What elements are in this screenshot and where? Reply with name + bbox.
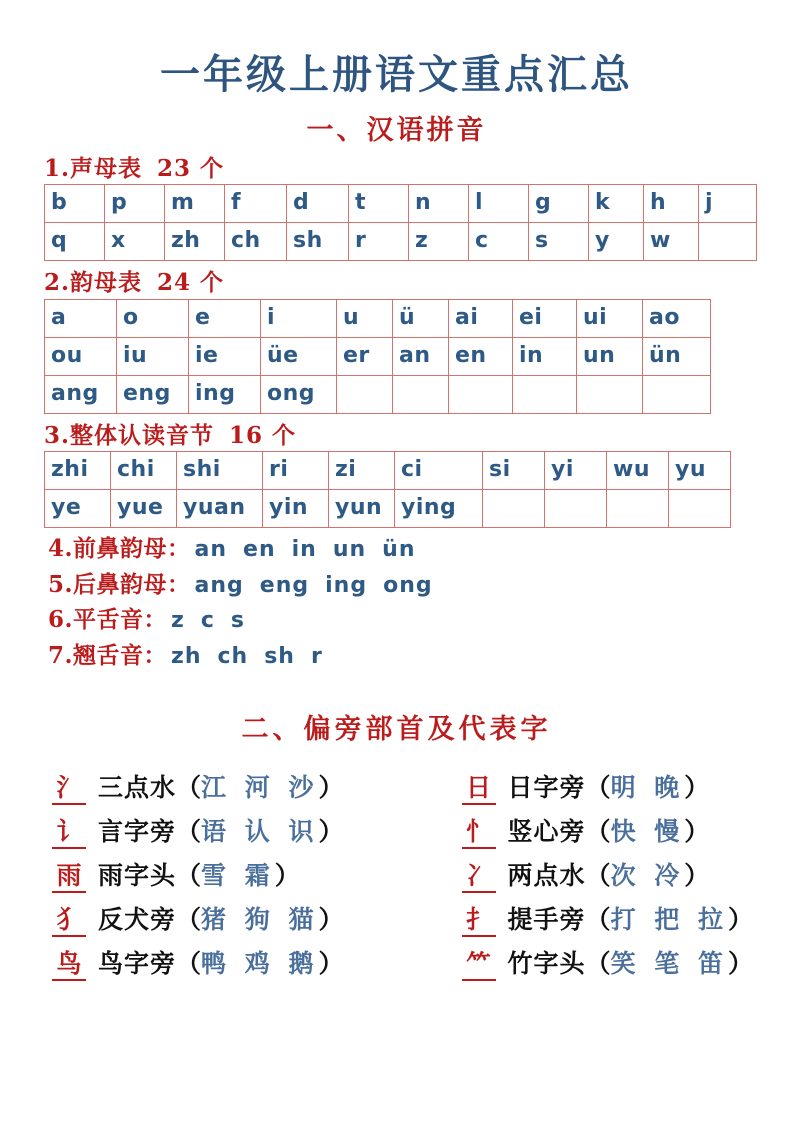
radical-name: 竖心旁 [507,816,586,846]
pinyin-cell: ao [643,299,711,337]
radicals-right-column [462,768,753,988]
radical-row [52,812,343,856]
radical-glyph: ⺮ [462,950,496,981]
paren-open: （ [176,816,202,846]
pinyin-rule-values [171,608,261,633]
pinyin-cell: zh [165,223,225,261]
pinyin-cell: p [105,185,165,223]
pinyin-cell: eng [117,375,189,413]
pinyin-cell-empty [513,375,577,413]
pinyin-cell: yun [329,489,395,527]
radical-row [52,768,343,812]
paren-open: （ [585,860,611,890]
radical-row [52,944,343,988]
paren-open: （ [585,772,611,802]
pinyin-cell: o [117,299,189,337]
pinyin-cell: an [393,337,449,375]
pinyin-cell: u [337,299,393,337]
section-two-heading: 二、偏旁部首及代表字 [241,713,552,745]
pinyin-rule-label: 6.平舌音： [48,606,168,634]
radical-examples: 明 晚 [610,772,685,802]
yunmu-table [44,299,711,414]
table-row [45,337,711,375]
paren-close: ） [318,904,344,934]
pinyin-cell: wu [607,451,669,489]
pinyin-cell: ie [189,337,261,375]
page-title: 一年级上册语文重点汇总 [160,51,633,98]
pinyin-cell: d [287,185,349,223]
paren-close: ） [318,772,344,802]
pinyin-cell: c [469,223,529,261]
pinyin-cell-empty [483,489,545,527]
pinyin-cell: ch [225,223,287,261]
pinyin-value: in [291,536,317,562]
pinyin-cell: ü [393,299,449,337]
pinyin-value: an [194,536,228,562]
pinyin-cell: x [105,223,165,261]
pinyin-cell: yue [111,489,177,527]
pinyin-cell: in [513,337,577,375]
pinyin-cell: y [589,223,644,261]
pinyin-cell: z [409,223,469,261]
radical-examples: 江 河 沙 [201,772,319,802]
pinyin-cell: ing [189,375,261,413]
pinyin-cell-empty [393,375,449,413]
zhengti-heading [44,423,759,448]
table-row [45,451,731,489]
radical-glyph: 鸟 [52,950,86,981]
pinyin-cell: iu [117,337,189,375]
paren-open: （ [585,948,611,978]
zhengti-label: 3.整体认读音节 [44,421,215,449]
pinyin-cell-empty [669,489,731,527]
radical-name: 提手旁 [507,904,586,934]
pinyin-cell-empty [337,375,393,413]
radical-examples: 快 慢 [610,816,685,846]
radical-name: 两点水 [507,860,586,890]
pinyin-cell: l [469,185,529,223]
radical-glyph: 扌 [462,906,496,937]
pinyin-cell: i [261,299,337,337]
radical-row [52,900,343,944]
shengmu-table [44,184,757,261]
zhengti-table [44,451,731,528]
radical-row [462,900,753,944]
radical-glyph: 日 [462,774,496,805]
radical-examples: 打 把 拉 [610,904,728,934]
paren-open: （ [585,904,611,934]
pinyin-cell: ye [45,489,111,527]
radical-name: 竹字头 [507,948,586,978]
shengmu-heading [44,156,759,181]
table-row [45,185,757,223]
pinyin-cell: n [409,185,469,223]
table-row [45,223,757,261]
pinyin-cell-empty [545,489,607,527]
pinyin-rule-line [48,535,759,564]
pinyin-cell: er [337,337,393,375]
pinyin-value: r [310,644,323,670]
pinyin-cell: yuan [177,489,263,527]
paren-open: （ [176,860,202,890]
pinyin-cell: q [45,223,105,261]
radical-glyph: 氵 [52,774,86,805]
pinyin-cell: ün [643,337,711,375]
table-row [45,375,711,413]
radical-name: 三点水 [98,772,177,802]
pinyin-cell: üe [261,337,337,375]
pinyin-value: z [171,608,185,634]
radical-row [462,812,753,856]
pinyin-cell: ying [395,489,483,527]
pinyin-cell: ou [45,337,117,375]
pinyin-value: s [230,608,245,634]
radical-glyph: 讠 [52,818,86,849]
zhengti-count: 16 个 [229,421,297,449]
table-row [45,489,731,527]
pinyin-rule-label: 7.翘舌音： [48,642,168,670]
pinyin-cell: ui [577,299,643,337]
pinyin-cell: yu [669,451,731,489]
paren-close: ） [727,904,753,934]
paren-close: ） [274,860,300,890]
pinyin-cell: s [529,223,589,261]
radical-name: 日字旁 [507,772,586,802]
pinyin-rule-line [48,571,759,600]
radical-row [462,856,753,900]
pinyin-rule-line [48,606,759,635]
paren-open: （ [176,904,202,934]
radical-name: 雨字头 [98,860,177,890]
pinyin-value: ing [325,572,368,598]
pinyin-rule-label: 4.前鼻韵母： [48,534,191,562]
pinyin-rule-values [195,573,449,598]
radical-examples: 笑 笔 笛 [610,948,728,978]
pinyin-cell: yin [263,489,329,527]
pinyin-cell: g [529,185,589,223]
pinyin-cell: ci [395,451,483,489]
pinyin-cell: k [589,185,644,223]
pinyin-cell: ai [449,299,513,337]
radical-name: 言字旁 [98,816,177,846]
pinyin-value: eng [259,572,310,598]
pinyin-cell: m [165,185,225,223]
pinyin-cell: h [644,185,699,223]
paren-close: ） [684,860,710,890]
pinyin-value: un [332,536,367,562]
pinyin-cell: ang [45,375,117,413]
pinyin-cell: j [699,185,757,223]
paren-close: ） [318,948,344,978]
pinyin-rule-lines [34,535,759,671]
shengmu-label: 1.声母表 [44,155,143,182]
radical-glyph: 雨 [52,862,86,893]
pinyin-cell: si [483,451,545,489]
pinyin-cell-empty [607,489,669,527]
pinyin-cell-empty [699,223,757,261]
pinyin-rule-values [171,644,339,669]
pinyin-cell: e [189,299,261,337]
pinyin-cell: ri [263,451,329,489]
radical-name: 反犬旁 [98,904,177,934]
pinyin-rule-line [48,642,759,671]
pinyin-value: ch [217,644,249,670]
pinyin-cell: b [45,185,105,223]
yunmu-heading [44,270,759,295]
paren-close: ） [727,948,753,978]
pinyin-cell-empty [643,375,711,413]
pinyin-cell: chi [111,451,177,489]
radical-glyph: 犭 [52,906,86,937]
pinyin-cell: shi [177,451,263,489]
pinyin-cell-empty [577,375,643,413]
radical-examples: 猪 狗 猫 [201,904,319,934]
shengmu-count: 23 个 [157,155,225,182]
pinyin-value: en [243,536,276,562]
paren-close: ） [318,816,344,846]
yunmu-label: 2.韵母表 [44,269,143,297]
table-row [45,299,711,337]
paren-close: ） [684,772,710,802]
radical-examples: 鸭 鸡 鹅 [201,948,319,978]
radical-row [52,856,343,900]
pinyin-cell: ong [261,375,337,413]
pinyin-value: ang [194,572,244,598]
pinyin-value: ün [382,536,416,562]
yunmu-count: 24 个 [157,269,225,297]
pinyin-value: zh [171,644,202,670]
paren-open: （ [585,816,611,846]
radical-examples: 次 冷 [610,860,685,890]
pinyin-cell: zi [329,451,395,489]
pinyin-cell: ei [513,299,577,337]
radicals-block [52,768,753,988]
paren-open: （ [176,948,202,978]
pinyin-cell: w [644,223,699,261]
radicals-left-column [52,768,343,988]
pinyin-cell: f [225,185,287,223]
pinyin-value: sh [264,644,295,670]
pinyin-rule-label: 5.后鼻韵母： [48,570,191,598]
radical-glyph: 忄 [462,818,496,849]
pinyin-cell: zhi [45,451,111,489]
pinyin-rule-values [195,537,432,562]
radical-row [462,768,753,812]
paren-open: （ [176,772,202,802]
pinyin-cell: a [45,299,117,337]
pinyin-cell: en [449,337,513,375]
paren-close: ） [684,816,710,846]
pinyin-cell: un [577,337,643,375]
radical-glyph: 冫 [462,862,496,893]
pinyin-value: c [200,608,215,634]
section-one-heading: 一、汉语拼音 [306,115,487,146]
radical-examples: 雪 霜 [201,860,275,890]
pinyin-value: ong [383,572,433,598]
radical-examples: 语 认 识 [201,816,319,846]
radical-name: 鸟字旁 [98,948,177,978]
pinyin-cell: t [349,185,409,223]
pinyin-cell: yi [545,451,607,489]
pinyin-cell: r [349,223,409,261]
pinyin-cell: sh [287,223,349,261]
radical-row [462,944,753,988]
pinyin-cell-empty [449,375,513,413]
